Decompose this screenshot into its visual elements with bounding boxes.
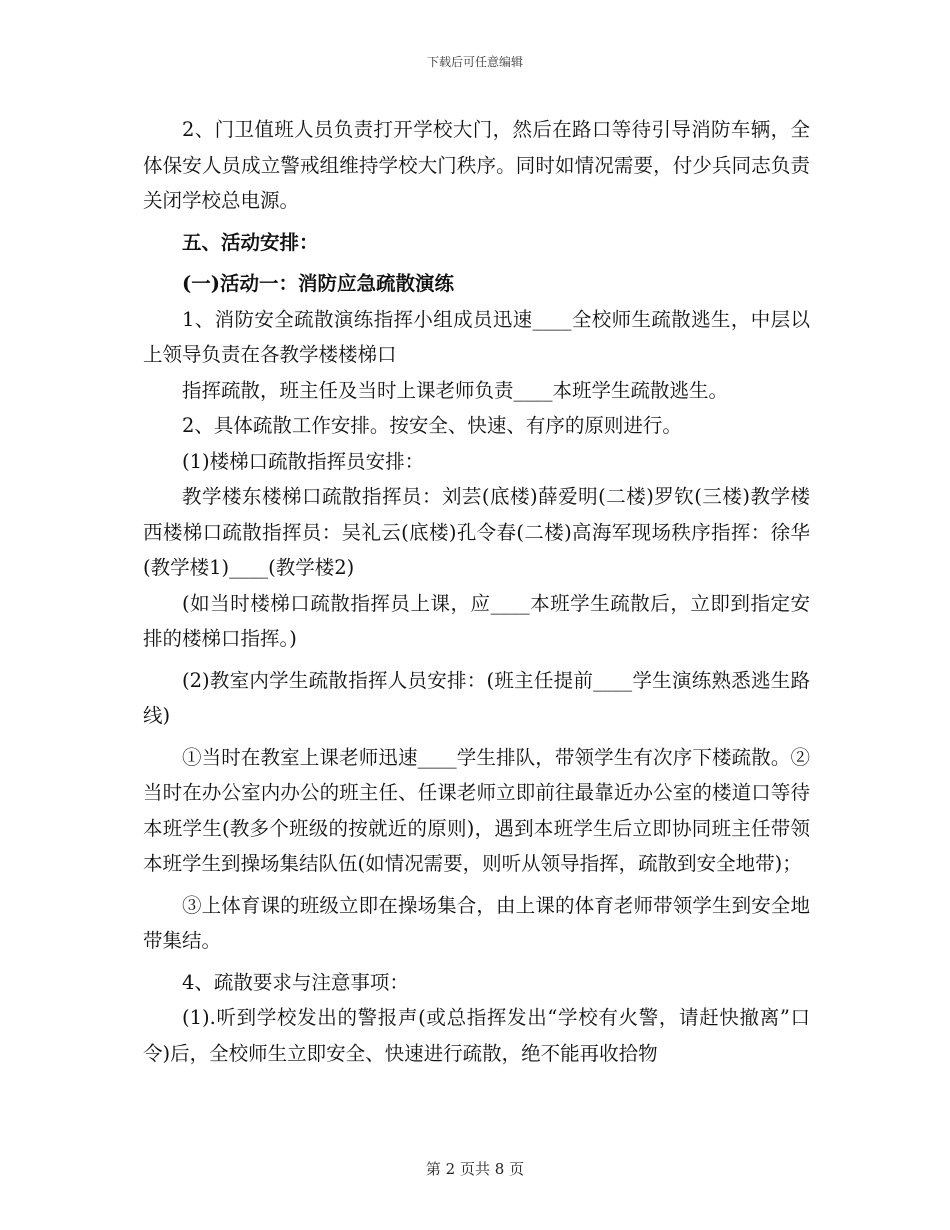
paragraph-item-1: 1、消防安全疏散演练指挥小组成员迅速____全校师生疏散逃生，中层以上领导负责在各教学楼楼梯口 [143,307,810,366]
subsection-heading-drill: (一)活动一：消防应急疏散演练 [182,272,454,295]
section-heading-activities: 五、活动安排： [182,230,319,254]
paragraph-stair-note: (如当时楼梯口疏散指挥员上课，应____本班学生疏散后，立即到指定安排的楼梯口指挥。) [143,591,810,650]
paragraph-gate-duty: 2、门卫值班人员负责打开学校大门，然后在路口等待引导消防车辆，全体保安人员成立警戒组维持学校大门秩序。同时如情况需要，付少兵同志负责关闭学校总电源。 [143,118,810,212]
paragraph-item-1-cont: 指挥疏散，班主任及当时上课老师负责____本班学生疏散逃生。 [182,378,729,402]
paragraph-stair-commanders-title: (1)楼梯口疏散指挥员安排： [182,449,425,473]
paragraph-item-2: 2、具体疏散工作安排。按安全、快速、有序的原则进行。 [182,414,682,437]
paragraph-item-4: 4、疏散要求与注意事项： [182,970,409,994]
paragraph-classroom-commanders: (2)教室内学生疏散指挥人员安排：(班主任提前____学生演练熟悉逃生路线) [143,668,810,727]
page-header: 下载后可任意编辑 [426,55,523,69]
document-body [143,112,810,1071]
paragraph-pe-class: ③上体育课的班级立即在操场集合，由上课的体育老师带领学生到安全地带集结。 [143,893,810,952]
paragraph-alarm-rule: (1).听到学校发出的警报声(或总指挥发出“学校有火警，请赶快撤离”口令)后，全校师生立即安全、快速进行疏散，绝不能再收拾物 [143,1006,810,1065]
paragraph-classroom-procedure: ①当时在教室上课老师迅速____学生排队，带领学生有次序下楼疏散。②当时在办公室内办公的班主任、任课老师立即前往最靠近办公室的楼道口等待本班学生(教多个班级的按就近的原则)，遇到本班学生后立即协同班主任带领本班学生到操场集结队伍(如情况需要，则听从领导指挥，疏散到安全地带)； [143,745,810,875]
paragraph-stair-commanders: 教学楼东楼梯口疏散指挥员：刘芸(底楼)薛爱明(二楼)罗钦(三楼)教学楼西楼梯口疏散指挥员：吴礼云(底楼)孔令春(二楼)高海军现场秩序指挥：徐华(教学楼1)____(教学楼2) [143,485,810,579]
page-footer: 第 2 页共 8 页 [425,1160,525,1178]
